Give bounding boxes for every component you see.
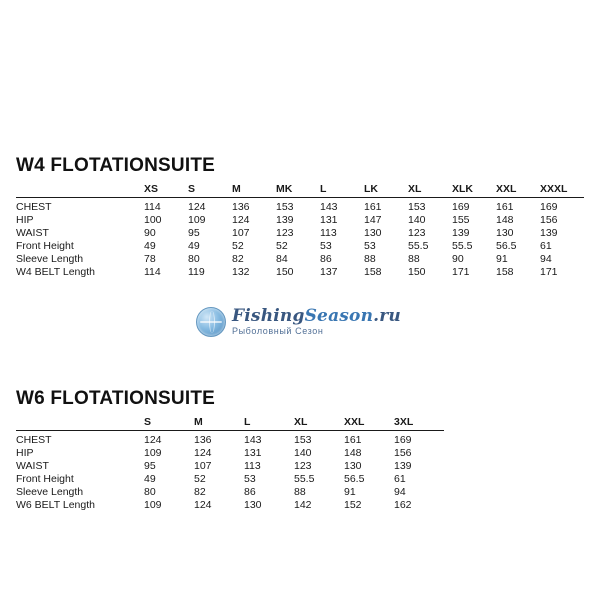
table-cell: 107 xyxy=(194,460,212,472)
table-cell: 88 xyxy=(408,253,420,265)
table-cell: 130 xyxy=(364,227,382,239)
size-chart-section-w4 xyxy=(16,155,584,279)
table-cell: 124 xyxy=(188,201,206,213)
table-cell: 80 xyxy=(188,253,200,265)
table-cell: 100 xyxy=(144,214,162,226)
table-cell: 142 xyxy=(294,499,312,511)
table-cell: 78 xyxy=(144,253,156,265)
table-cell: 136 xyxy=(194,434,212,446)
table-cell: 107 xyxy=(232,227,250,239)
table-cell: 55.5 xyxy=(452,240,473,252)
table-cell: 109 xyxy=(144,499,162,511)
column-header: XXL xyxy=(496,183,540,198)
table-cell: 124 xyxy=(194,447,212,459)
globe-icon xyxy=(196,307,226,337)
row-label: WAIST xyxy=(16,460,49,472)
table-cell: 143 xyxy=(244,434,262,446)
table-body-w6 xyxy=(16,431,444,513)
table-cell: 95 xyxy=(144,460,156,472)
table-cell: 158 xyxy=(364,266,382,278)
table-cell: 171 xyxy=(540,266,558,278)
table-cell: 155 xyxy=(452,214,470,226)
table-cell: 161 xyxy=(344,434,362,446)
table-cell: 169 xyxy=(452,201,470,213)
table-cell: 156 xyxy=(394,447,412,459)
row-label: HIP xyxy=(16,214,34,226)
column-header xyxy=(16,183,144,198)
column-header: M xyxy=(194,416,244,431)
table-cell: 140 xyxy=(408,214,426,226)
table-cell: 109 xyxy=(188,214,206,226)
column-header: MK xyxy=(276,183,320,198)
column-header: L xyxy=(320,183,364,198)
table-cell: 55.5 xyxy=(408,240,429,252)
table-body-w4 xyxy=(16,198,584,280)
table-cell: 123 xyxy=(408,227,426,239)
table-cell: 84 xyxy=(276,253,288,265)
table-cell: 61 xyxy=(540,240,552,252)
table-cell: 132 xyxy=(232,266,250,278)
table-cell: 140 xyxy=(294,447,312,459)
row-label: Sleeve Length xyxy=(16,253,84,265)
row-label: CHEST xyxy=(16,434,52,446)
table-cell: 53 xyxy=(320,240,332,252)
table-cell: 156 xyxy=(540,214,558,226)
column-header: 3XL xyxy=(394,416,444,431)
row-label: W4 BELT Length xyxy=(16,266,95,278)
table-cell: 88 xyxy=(294,486,306,498)
column-header: XXL xyxy=(344,416,394,431)
table-row xyxy=(16,486,444,499)
watermark-brand-second: Season xyxy=(304,305,374,326)
column-header: XL xyxy=(408,183,452,198)
table-cell: 52 xyxy=(276,240,288,252)
table-cell: 139 xyxy=(540,227,558,239)
table-cell: 86 xyxy=(320,253,332,265)
table-cell: 150 xyxy=(276,266,294,278)
table-cell: 148 xyxy=(496,214,514,226)
watermark-brand-suffix: .ru xyxy=(373,305,401,326)
section-title-w6: W6 FLOTATIONSUITE xyxy=(16,388,216,409)
table-cell: 109 xyxy=(144,447,162,459)
table-cell: 53 xyxy=(244,473,256,485)
table-cell: 114 xyxy=(144,266,161,278)
table-cell: 131 xyxy=(320,214,338,226)
watermark xyxy=(196,302,412,342)
watermark-subtitle: Рыболовный Сезон xyxy=(232,325,324,336)
table-row xyxy=(16,266,584,279)
table-cell: 161 xyxy=(496,201,514,213)
table-cell: 90 xyxy=(452,253,464,265)
table-cell: 56.5 xyxy=(496,240,517,252)
table-cell: 49 xyxy=(144,240,156,252)
table-cell: 55.5 xyxy=(294,473,315,485)
table-cell: 158 xyxy=(496,266,514,278)
table-cell: 80 xyxy=(144,486,156,498)
table-cell: 130 xyxy=(344,460,362,472)
table-cell: 153 xyxy=(408,201,426,213)
size-chart-section-w6 xyxy=(16,388,584,512)
table-header-row xyxy=(16,183,584,198)
table-cell: 94 xyxy=(540,253,552,265)
row-label: Front Height xyxy=(16,473,74,485)
size-table-w4 xyxy=(16,183,584,279)
column-header: L xyxy=(244,416,294,431)
table-cell: 136 xyxy=(232,201,250,213)
table-cell: 137 xyxy=(320,266,338,278)
column-header: LK xyxy=(364,183,408,198)
table-row xyxy=(16,460,444,473)
table-cell: 82 xyxy=(232,253,244,265)
table-row xyxy=(16,253,584,266)
table-cell: 143 xyxy=(320,201,338,213)
table-cell: 147 xyxy=(364,214,382,226)
table-row xyxy=(16,198,584,215)
table-cell: 130 xyxy=(244,499,262,511)
table-cell: 49 xyxy=(144,473,156,485)
table-cell: 113 xyxy=(320,227,337,239)
table-cell: 94 xyxy=(394,486,406,498)
table-cell: 88 xyxy=(364,253,376,265)
table-cell: 152 xyxy=(344,499,362,511)
column-header: M xyxy=(232,183,276,198)
table-cell: 91 xyxy=(344,486,356,498)
column-header: XLK xyxy=(452,183,496,198)
table-header-w4 xyxy=(16,183,584,198)
table-row xyxy=(16,227,584,240)
table-cell: 139 xyxy=(452,227,470,239)
table-cell: 52 xyxy=(194,473,206,485)
row-label: Front Height xyxy=(16,240,74,252)
table-header-row xyxy=(16,416,444,431)
table-cell: 153 xyxy=(294,434,312,446)
table-cell: 119 xyxy=(188,266,205,278)
table-row xyxy=(16,431,444,448)
table-cell: 82 xyxy=(194,486,206,498)
watermark-brand-first: Fishing xyxy=(232,305,305,326)
watermark-text xyxy=(232,305,401,336)
row-label: Sleeve Length xyxy=(16,486,84,498)
table-cell: 56.5 xyxy=(344,473,365,485)
table-cell: 169 xyxy=(394,434,412,446)
table-cell: 113 xyxy=(244,460,261,472)
table-cell: 52 xyxy=(232,240,244,252)
table-row xyxy=(16,214,584,227)
table-cell: 124 xyxy=(144,434,162,446)
table-cell: 148 xyxy=(344,447,362,459)
column-header: XXXL xyxy=(540,183,584,198)
row-label: HIP xyxy=(16,447,34,459)
table-cell: 161 xyxy=(364,201,382,213)
table-cell: 123 xyxy=(294,460,312,472)
column-header: S xyxy=(188,183,232,198)
table-row xyxy=(16,473,444,486)
watermark-brand xyxy=(232,305,401,326)
table-cell: 95 xyxy=(188,227,200,239)
table-row xyxy=(16,240,584,253)
column-header: XS xyxy=(144,183,188,198)
table-cell: 124 xyxy=(232,214,250,226)
table-cell: 61 xyxy=(394,473,406,485)
table-cell: 153 xyxy=(276,201,294,213)
table-row xyxy=(16,447,444,460)
table-cell: 162 xyxy=(394,499,412,511)
table-cell: 90 xyxy=(144,227,156,239)
table-cell: 86 xyxy=(244,486,256,498)
section-title-w4: W4 FLOTATIONSUITE xyxy=(16,155,216,176)
table-cell: 124 xyxy=(194,499,212,511)
table-cell: 49 xyxy=(188,240,200,252)
table-cell: 91 xyxy=(496,253,508,265)
table-cell: 139 xyxy=(394,460,412,472)
table-cell: 130 xyxy=(496,227,514,239)
table-cell: 139 xyxy=(276,214,294,226)
column-header: XL xyxy=(294,416,344,431)
row-label: WAIST xyxy=(16,227,49,239)
column-header xyxy=(16,416,144,431)
table-cell: 114 xyxy=(144,201,161,213)
row-label: CHEST xyxy=(16,201,52,213)
table-cell: 53 xyxy=(364,240,376,252)
table-row xyxy=(16,499,444,512)
table-header-w6 xyxy=(16,416,444,431)
size-table-w6 xyxy=(16,416,444,512)
table-cell: 150 xyxy=(408,266,426,278)
table-cell: 123 xyxy=(276,227,294,239)
column-header: S xyxy=(144,416,194,431)
table-cell: 131 xyxy=(244,447,262,459)
row-label: W6 BELT Length xyxy=(16,499,95,511)
table-cell: 169 xyxy=(540,201,558,213)
table-cell: 171 xyxy=(452,266,470,278)
